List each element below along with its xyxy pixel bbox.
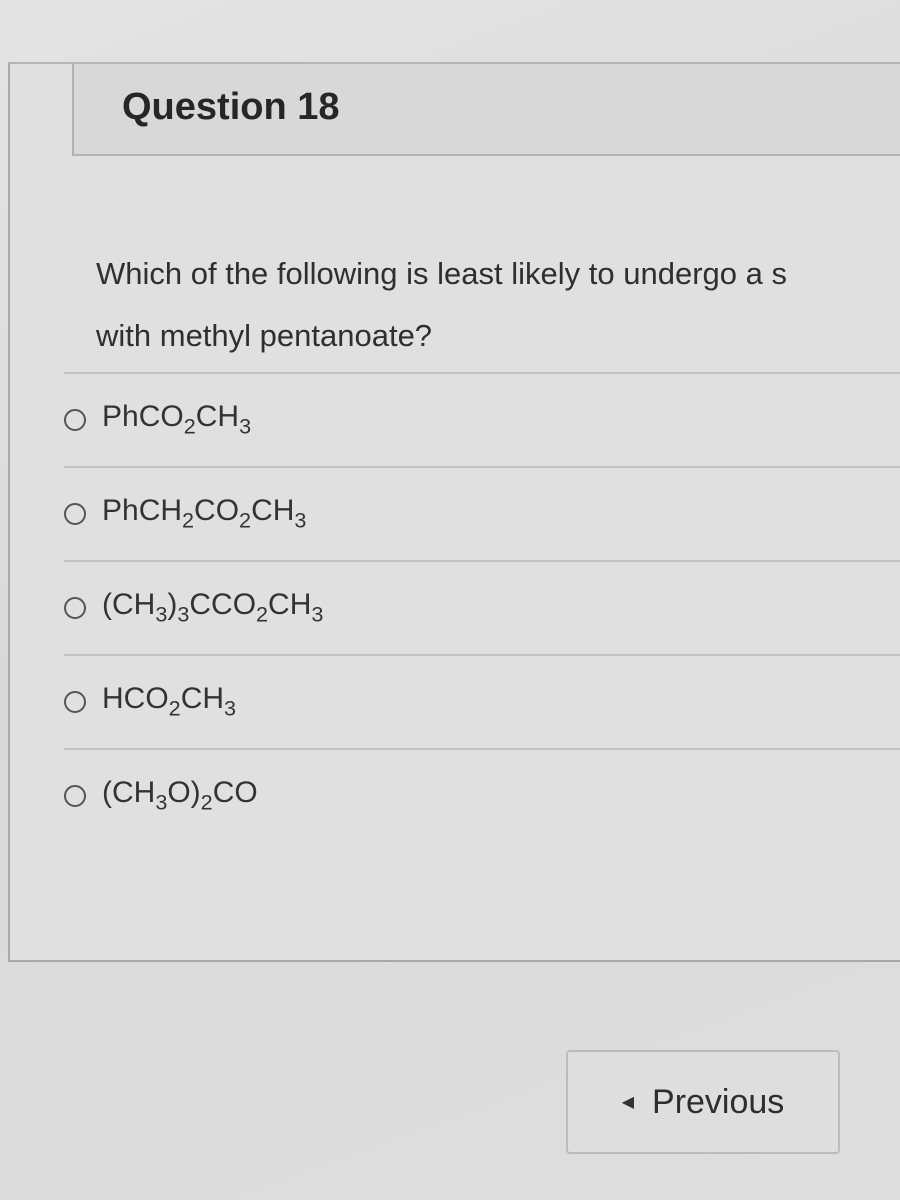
- answer-option-5[interactable]: [64, 750, 900, 842]
- formula-text: CCO: [189, 588, 257, 622]
- formula-subscript: 3: [311, 601, 324, 627]
- formula-text: HCO: [102, 682, 169, 716]
- previous-label: Previous: [652, 1082, 785, 1121]
- question-text: [96, 243, 896, 367]
- caret-left-icon: ◀: [621, 1094, 635, 1111]
- formula-subscript: 2: [182, 507, 195, 533]
- formula-text: PhCO: [102, 400, 184, 434]
- formula-text: CH: [268, 588, 312, 622]
- question-text-line-1: Which of the following is least likely to undergo a s: [96, 256, 787, 291]
- option-label: [102, 588, 323, 628]
- formula-text: CH: [195, 400, 240, 434]
- formula-subscript: 3: [224, 695, 237, 721]
- formula-subscript: 2: [239, 507, 252, 533]
- radio-button[interactable]: [64, 597, 86, 619]
- formula-subscript: 3: [155, 789, 168, 815]
- option-label: [102, 400, 251, 440]
- formula-text: CO: [212, 776, 258, 810]
- formula-subscript: 2: [256, 601, 269, 627]
- formula-text: O): [167, 776, 201, 810]
- question-title: Question 18: [122, 86, 340, 128]
- formula-text: (CH: [102, 776, 156, 810]
- formula-text: PhCH: [102, 494, 183, 528]
- formula-subscript: 3: [294, 507, 307, 533]
- formula-subscript: 2: [200, 789, 213, 815]
- answer-option-3[interactable]: [64, 562, 900, 654]
- question-header: [72, 64, 900, 156]
- radio-button[interactable]: [64, 503, 86, 525]
- radio-button[interactable]: [64, 409, 86, 431]
- formula-text: CH: [251, 494, 295, 528]
- answer-option-2[interactable]: [64, 468, 900, 560]
- radio-button[interactable]: [64, 691, 86, 713]
- answer-option-1[interactable]: [64, 374, 900, 466]
- radio-button[interactable]: [64, 785, 86, 807]
- formula-subscript: 3: [155, 601, 168, 627]
- question-text-line-2: with methyl pentanoate?: [96, 318, 433, 353]
- formula-subscript: 3: [177, 601, 190, 627]
- formula-text: CO: [194, 494, 240, 528]
- formula-text: ): [167, 588, 178, 622]
- answer-options: [64, 372, 900, 842]
- option-label: [102, 494, 306, 534]
- answer-option-4[interactable]: [64, 656, 900, 748]
- formula-subscript: 3: [239, 413, 252, 439]
- previous-button[interactable]: [566, 1050, 840, 1154]
- option-label: [102, 682, 236, 722]
- formula-text: (CH: [102, 588, 156, 622]
- option-label: [102, 776, 258, 816]
- formula-text: CH: [180, 682, 225, 716]
- formula-subscript: 2: [168, 695, 181, 721]
- formula-subscript: 2: [183, 413, 196, 439]
